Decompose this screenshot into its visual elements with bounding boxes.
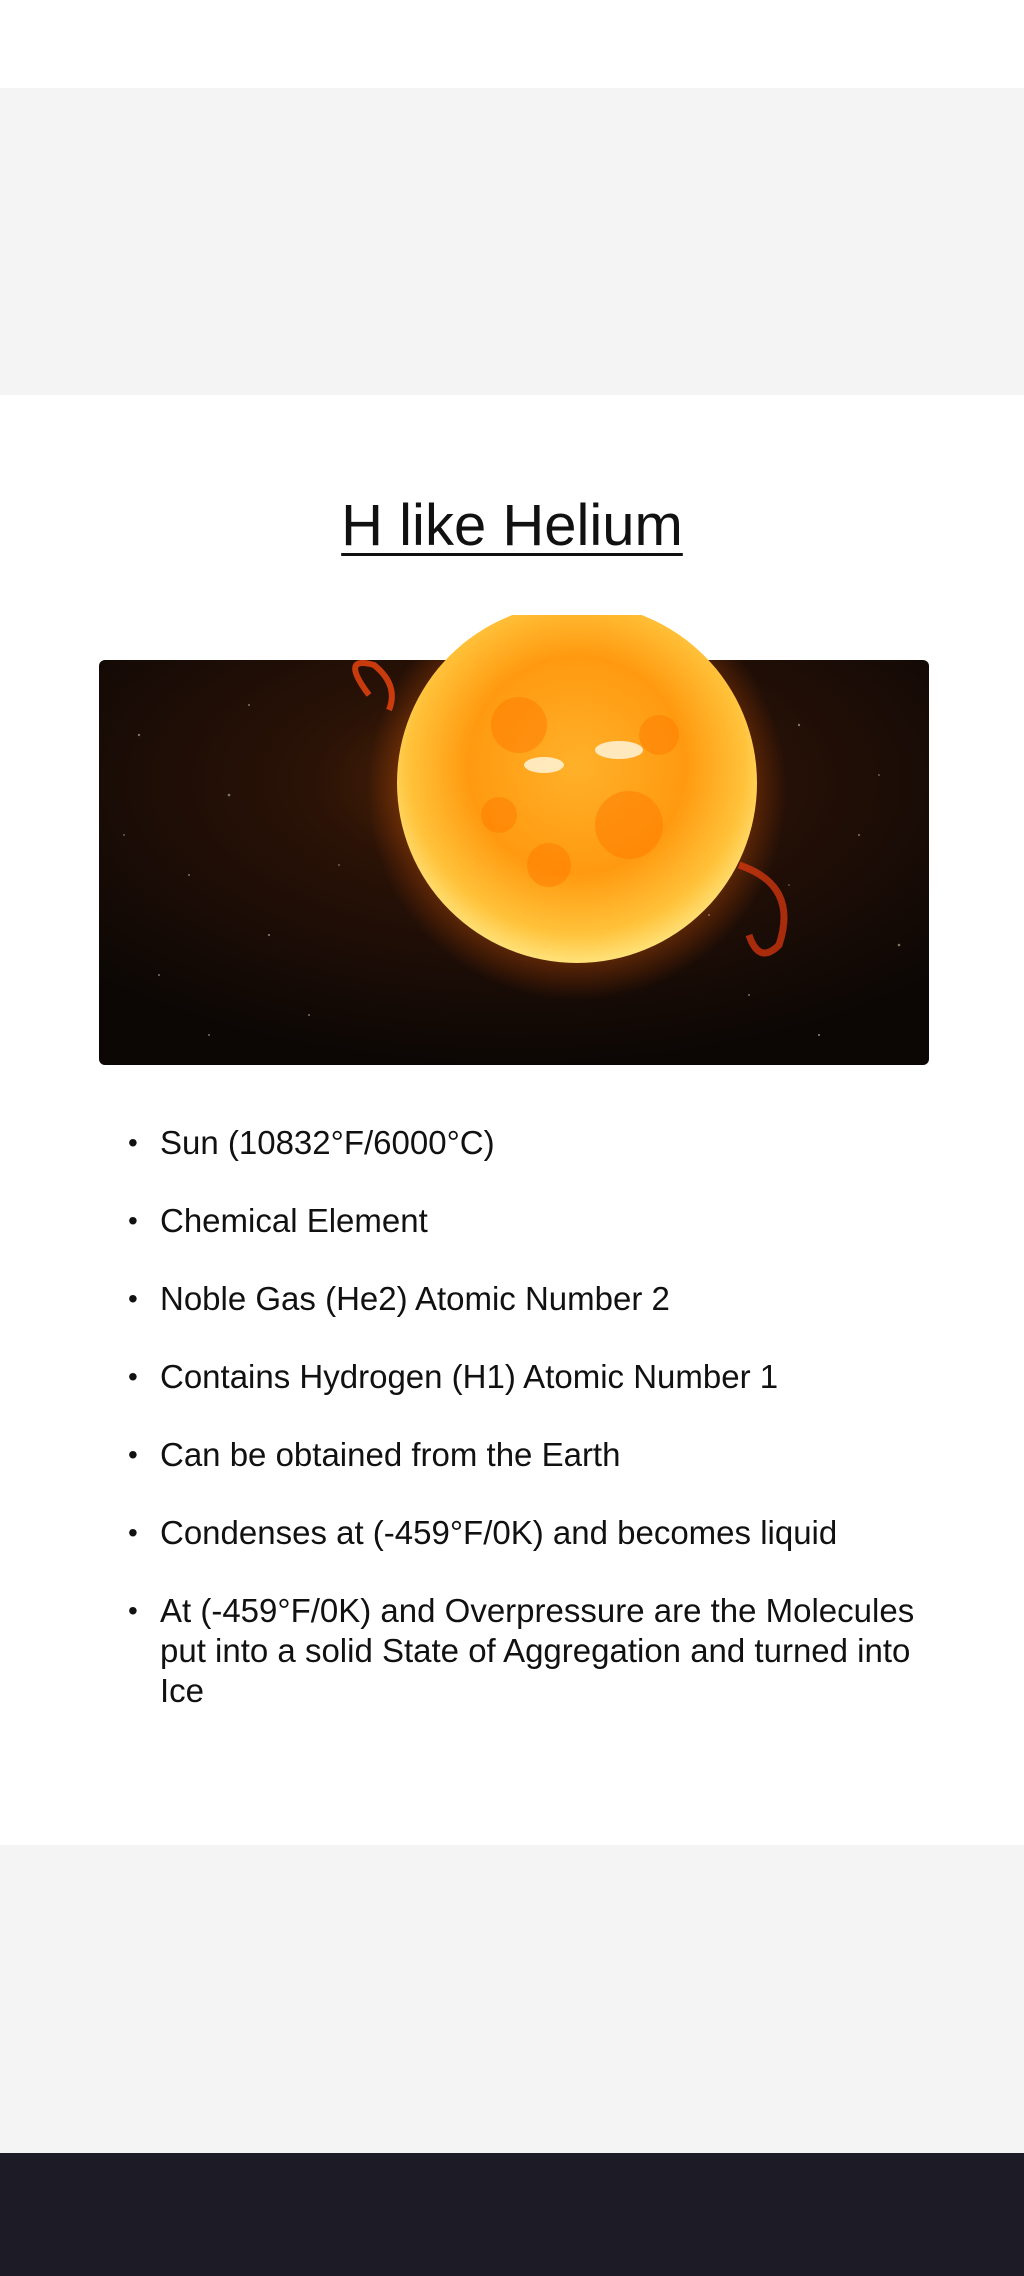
page-title: H like Helium bbox=[341, 493, 683, 558]
list-item: • At (-459°F/0K) and Overpressure are the Molecules put into a solid State of Aggregation and turned into Ice bbox=[128, 1592, 915, 1709]
top-bar bbox=[0, 0, 1024, 88]
sun-image bbox=[99, 615, 929, 1065]
ad-banner-bottom bbox=[0, 1845, 1024, 2153]
footer bbox=[0, 2153, 1024, 2276]
facts-list bbox=[128, 1123, 928, 1749]
list-item: • Contains Hydrogen (H1) Atomic Number 1 bbox=[128, 1358, 779, 1395]
list-item: • Condenses at (-459°F/0K) and becomes liquid bbox=[128, 1514, 838, 1551]
list-item: • Sun (10832°F/6000°C) bbox=[128, 1124, 495, 1161]
ad-banner-top bbox=[0, 88, 1024, 395]
list-item: • Noble Gas (He2) Atomic Number 2 bbox=[128, 1280, 670, 1317]
list-item: • Can be obtained from the Earth bbox=[128, 1436, 621, 1473]
list-item: • Chemical Element bbox=[128, 1202, 428, 1239]
article-content bbox=[0, 395, 1024, 1845]
